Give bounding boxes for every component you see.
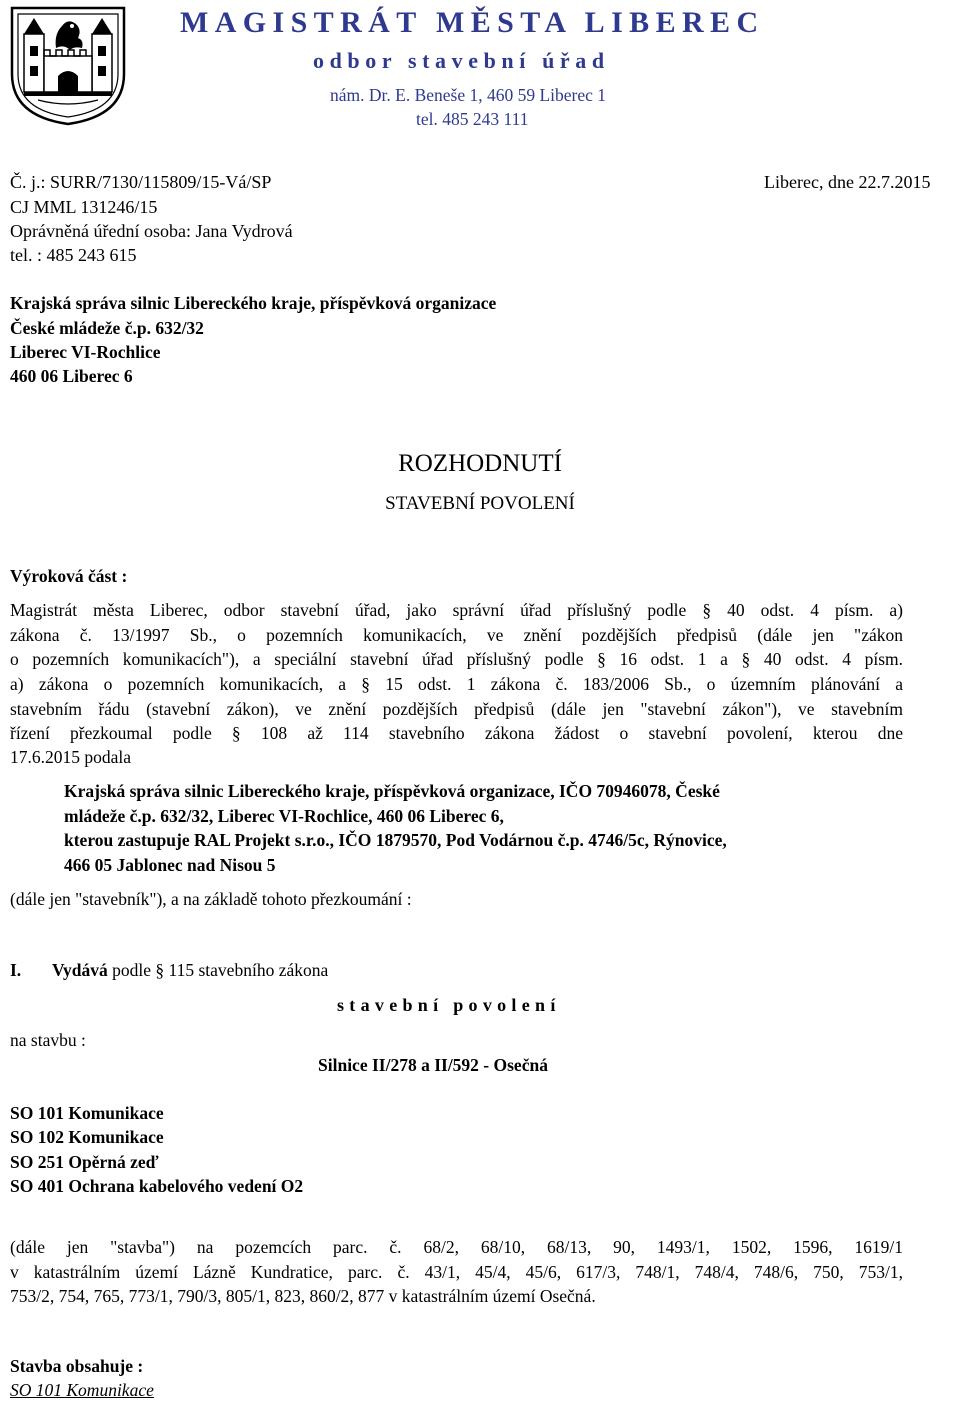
decision-title: ROZHODNUTÍ [398, 450, 562, 477]
verdict-line-1: Magistrát města Liberec, odbor stavební úřad, jako správní úřad příslušný podle § 40 odst. 4 písm. a) [10, 600, 903, 620]
authorized-official: Oprávněná úřední osoba: Jana Vydrová [10, 221, 293, 241]
verdict-line-4: a) zákona o pozemních komunikacích, a § 15 odst. 1 zákona č. 183/2006 Sb., o územním plánování a [10, 674, 903, 694]
place-date: Liberec, dne 22.7.2015 [764, 172, 931, 192]
object-item: SO 251 Opěrná zeď [10, 1152, 159, 1172]
reference-number: Č. j.: SURR/7130/115809/15-Vá/SP [10, 172, 272, 192]
section-numeral: I. [10, 960, 22, 980]
verdict-line-2: zákona č. 13/1997 Sb., o pozemních komunikacích, ve znění pozdějších předpisů (dále jen "zákon [10, 625, 903, 645]
for-construction-label: na stavbu : [10, 1030, 86, 1050]
office-title: MAGISTRÁT MĚSTA LIBEREC [180, 6, 765, 39]
issues-rest: podle § 115 stavebního zákona [112, 960, 329, 980]
verdict-line-6: řízení přezkoumal podle § 108 až 114 stavebního zákona žádost o stavební povolení, kterou dne [10, 723, 903, 743]
recipient-line-3: Liberec VI-Rochlice [10, 342, 161, 362]
applicant-line-1: Krajská správa silnic Libereckého kraje, příspěvková organizace, IČO 70946078, České [64, 781, 720, 801]
verdict-line-3: o pozemních komunikacích"), a speciální stavební úřad příslušný podle § 16 odst. 1 a § 40 odst. 4 písm. [10, 649, 903, 669]
recipient-line-1: Krajská správa silnic Libereckého kraje, příspěvková organizace [10, 293, 497, 313]
after-applicant: (dále jen "stavebník"), a na základě tohoto přezkoumání : [10, 889, 412, 909]
verdict-line-5: stavebním řádu (stavební zákon), ve znění pozdějších předpisů (dále jen "stavební zákon"), ve stavebním [10, 699, 903, 719]
recipient-line-2: České mládeže č.p. 632/32 [10, 318, 204, 338]
verdict-heading: Výroková část : [10, 566, 128, 586]
object-item: SO 101 Komunikace [10, 1103, 164, 1123]
official-phone: tel. : 485 243 615 [10, 245, 137, 265]
parcels-line-1: (dále jen "stavba") na pozemcích parc. č. 68/2, 68/10, 68/13, 90, 1493/1, 1502, 1596, 1619/1 [10, 1237, 903, 1257]
liberec-coat-of-arms-icon [8, 4, 128, 126]
parcels-line-2: v katastrálním území Lázně Kundratice, parc. č. 43/1, 45/4, 45/6, 617/3, 748/1, 748/4, 748/6, 750, 753/1, [10, 1262, 903, 1282]
applicant-line-4: 466 05 Jablonec nad Nisou 5 [64, 855, 276, 875]
contents-heading: Stavba obsahuje : [10, 1356, 144, 1376]
recipient-line-4: 460 06 Liberec 6 [10, 366, 133, 386]
decision-subtitle: STAVEBNÍ POVOLENÍ [385, 493, 575, 514]
permit-title: stavební povolení [337, 995, 561, 1015]
applicant-line-2: mládeže č.p. 632/32, Liberec VI-Rochlice, 460 06 Liberec 6, [64, 806, 504, 826]
applicant-line-3: kterou zastupuje RAL Projekt s.r.o., IČO 1879570, Pod Vodárnou č.p. 4746/5c, Rýnovice, [64, 830, 727, 850]
issues-verb: Vydává [52, 960, 108, 980]
office-department: odbor stavební úřad [313, 48, 610, 73]
cj-mml: CJ MML 131246/15 [10, 197, 158, 217]
verdict-line-7: 17.6.2015 podala [10, 747, 132, 767]
section-issues [52, 960, 328, 981]
office-phone: tel. 485 243 111 [416, 109, 529, 129]
object-item: SO 401 Ochrana kabelového vedení O2 [10, 1176, 304, 1196]
contents-first-item: SO 101 Komunikace [10, 1380, 154, 1400]
office-address: nám. Dr. E. Beneše 1, 460 59 Liberec 1 [330, 85, 607, 105]
parcels-line-3: 753/2, 754, 765, 773/1, 790/3, 805/1, 823, 860/2, 877 v katastrálním území Osečná. [10, 1286, 596, 1306]
construction-name: Silnice II/278 a II/592 - Osečná [318, 1055, 548, 1075]
object-item: SO 102 Komunikace [10, 1127, 164, 1147]
